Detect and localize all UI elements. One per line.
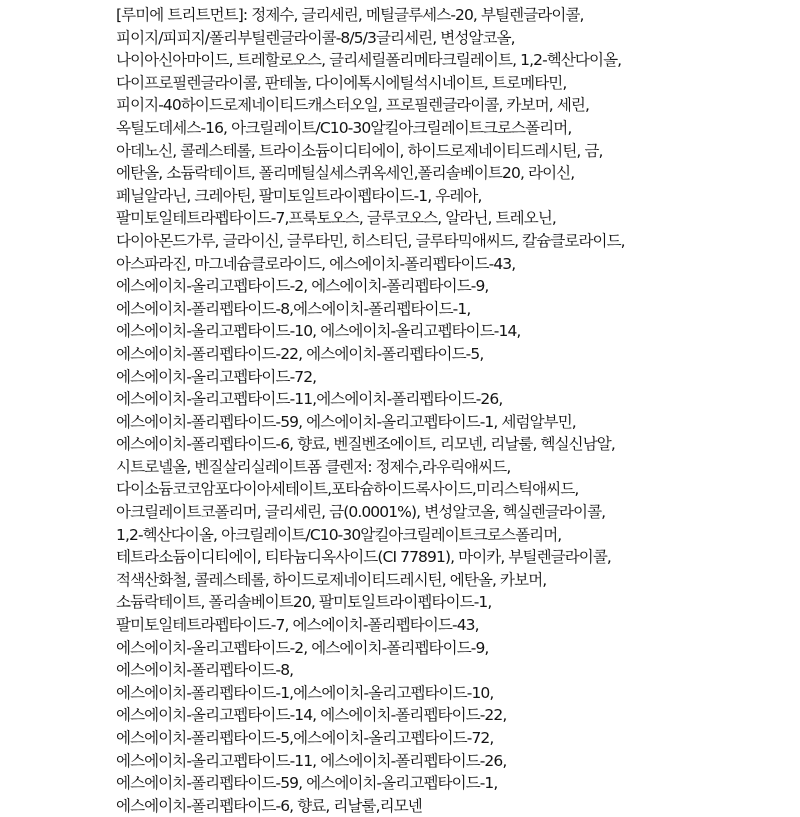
ingredient-line: 피이지-40하이드로제네이티드캐스터오일, 프로필렌글라이콜, 카보머, 세린, (116, 96, 589, 115)
ingredient-line: 에스에이치-폴리펩타이드-5,에스에이치-올리고펩타이드-72, (116, 729, 494, 747)
ingredient-line: 옥틸도데세스-16, 아크릴레이트/C10-30알킬아크릴레이트크로스폴리머, (116, 118, 572, 137)
ingredient-line: 에스에이치-올리고펩타이드-72, (116, 367, 317, 386)
ingredient-line: 아데노신, 콜레스테롤, 트라이소듐이디티에이, 하이드로제네이티드레시틴, 금, (116, 141, 603, 160)
ingredient-line: 에스에이치-폴리펩타이드-1,에스에이치-올리고펩타이드-10, (116, 683, 494, 702)
ingredient-line: 에스에이치-올리고펩타이드-11,에스에이치-폴리펩타이드-26, (116, 390, 503, 409)
ingredient-line: 피이지/피피지/폴리부틸렌글라이콜-8/5/3글리세린, 변성알코올, (116, 28, 515, 47)
ingredient-line: 에스에이치-폴리펩타이드-8, (116, 661, 294, 680)
ingredient-line: 에스에이치-올리고펩타이드-11, 에스에이치-폴리펩타이드-26, (116, 751, 507, 770)
ingredient-line: 소듐락테이트, 폴리솔베이트20, 팔미토일트라이펩타이드-1, (116, 593, 492, 612)
ingredient-line: 에스에이치-폴리펩타이드-59, 에스에이치-올리고펩타이드-1, (116, 774, 498, 793)
ingredient-line: 에스에이치-폴리펩타이드-6, 향료, 리날룰,리모넨 (116, 796, 422, 815)
ingredient-line: 에스에이치-올리고펩타이드-2, 에스에이치-폴리펩타이드-9, (116, 277, 489, 296)
ingredient-line: 에스에이치-올리고펩타이드-14, 에스에이치-폴리펩타이드-22, (116, 706, 507, 725)
ingredient-line: 에스에이치-폴리펩타이드-8,에스에이치-폴리펩타이드-1, (116, 299, 471, 318)
ingredient-line: 나이아신아마이드, 트레할로오스, 글리세릴폴리메타크릴레이트, 1,2-헥산다이올, (116, 51, 622, 70)
ingredient-line: 팔미토일테트라펩타이드-7, 에스에이치-폴리펩타이드-43, (116, 616, 479, 635)
ingredient-line: 팔미토일테트라펩타이드-7,프룩토오스, 글루코오스, 알라닌, 트레오닌, (116, 209, 556, 228)
ingredient-line: 테트라소듐이디티에이, 티타늄디옥사이드(CI 77891), 마이카, 부틸렌글라이콜, (116, 548, 611, 567)
ingredient-line: 아크릴레이트코폴리머, 글리세린, 금(0.0001%), 변성알코올, 헥실렌글라이콜, (116, 503, 606, 522)
ingredient-line: 에스에이치-폴리펩타이드-6, 향료, 벤질벤조에이트, 리모넨, 리날룰, 헥실신남알, (116, 435, 615, 454)
ingredient-line: 1,2-헥산다이올, 아크릴레이트/C10-30알킬아크릴레이트크로스폴리머, (116, 525, 562, 544)
ingredient-list (116, 4, 796, 817)
ingredient-line: 적색산화철, 콜레스테롤, 하이드로제네이티드레시틴, 에탄올, 카보머, (116, 570, 547, 589)
ingredient-line: 다이아몬드가루, 글라이신, 글루타민, 히스티딘, 글루타믹애씨드, 칼슘클로라이드, (116, 231, 625, 250)
ingredient-line: 다이소듐코코암포다이아세테이트,포타슘하이드록사이드,미리스틱애씨드, (116, 480, 579, 499)
ingredient-line: 에스에이치-올리고펩타이드-10, 에스에이치-올리고펩타이드-14, (116, 322, 521, 341)
ingredient-line: 에스에이치-폴리펩타이드-59, 에스에이치-올리고펩타이드-1, 세럼알부민, (116, 412, 576, 431)
ingredient-line: 에탄올, 소듐락테이트, 폴리메틸실세스퀴옥세인,폴리솔베이트20, 라이신, (116, 164, 575, 183)
ingredient-line: 에스에이치-올리고펩타이드-2, 에스에이치-폴리펩타이드-9, (116, 638, 489, 657)
ingredient-line: 아스파라진, 마그네슘클로라이드, 에스에이치-폴리펩타이드-43, (116, 254, 516, 273)
ingredient-line: [루미에 트리트먼트]: 정제수, 글리세린, 메틸글루세스-20, 부틸렌글라이콜, (116, 6, 584, 24)
ingredient-line: 페닐알라닌, 크레아틴, 팔미토일트라이펩타이드-1, 우레아, (116, 186, 482, 205)
ingredient-line: 다이프로필렌글라이콜, 판테놀, 다이에톡시에틸석시네이트, 트로메타민, (116, 73, 567, 92)
ingredient-line: 에스에이치-폴리펩타이드-22, 에스에이치-폴리펩타이드-5, (116, 344, 484, 363)
ingredient-line: 시트로넬올, 벤질살리실레이트폼 클렌저: 정제수,라우릭애씨드, (116, 457, 511, 476)
